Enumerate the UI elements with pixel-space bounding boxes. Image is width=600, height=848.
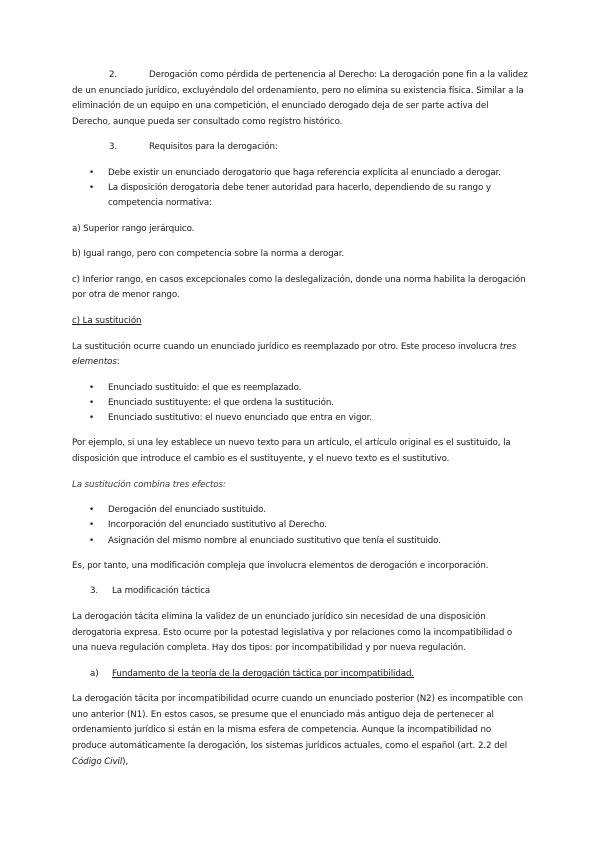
fundamento-title: Fundamento de la teoría de la derogación táctica por incompatibilidad. <box>112 668 415 679</box>
incompatibilidad-paragraph: La derogación tácita por incompatibilidad ocurre cuando un enunciado posterior (N2) es incompatible con uno anterior (N1). En estos casos, se presume que el enunciado más antiguo deja de pertenecer al ordenamiento jurídico si están en la misma esfera de competencia. Aunque la incompatibilidad no produce automáticamente la derogación, los sistemas jurídicos actuales, como el español (art. 2.2 del Código Civil), <box>72 694 524 767</box>
section-2-number: 2. <box>109 70 118 80</box>
list-item: • Asignación del mismo nombre al enunciado sustitutivo que tenía el sustituido. <box>72 534 528 549</box>
section-3-title: Requisitos para la derogación: <box>149 142 278 153</box>
rango-c: c) Inferior rango, en casos excepcionales como la deslegalización, donde una norma habilita la derogación por otra de menor rango. <box>72 274 526 301</box>
modificacion-tactica-heading <box>72 584 528 600</box>
sustitucion-example: Por ejemplo, si una ley establece un nuevo texto para un artículo, el artículo original es el sustituido, la disposición que introduce el cambio es el sustituyente, y el nuevo texto es el sustitutivo. <box>72 438 511 464</box>
list-item: • Derogación del enunciado sustituido. <box>72 503 528 518</box>
tactica-paragraph: La derogación tácita elimina la validez de un enunciado jurídico sin necesidad de una disposición derogatoria expresa. Esto ocurre por la potestad legislativa y por relaciones como la incompatibilidad o una nueva regulación completa. Hay dos tipos: por incompatibilidad y por nueva regulación. <box>72 611 513 654</box>
elementos-list <box>72 381 528 427</box>
section-3-heading <box>72 140 528 156</box>
section-2-title: Derogación como pérdida de pertenencia al Derecho <box>149 70 375 80</box>
list-item: • Enunciado sustitutivo: el nuevo enunciado que entra en vigor. <box>72 411 528 426</box>
fundamento-number: a) <box>90 668 99 679</box>
requisitos-list <box>72 166 528 212</box>
sustitucion-heading: c) La sustitución <box>72 315 142 326</box>
tactica-title: La modificación táctica <box>112 586 211 597</box>
efectos-heading: La sustitución combina tres efectos: <box>72 479 226 490</box>
efectos-list <box>72 503 528 549</box>
list-item: • Enunciado sustituyente: el que ordena la sustitución. <box>72 396 528 411</box>
list-item: • Incorporación del enunciado sustitutivo al Derecho. <box>72 518 528 533</box>
section-2-text: : La derogación pone fin a la validez de un enunciado jurídico, excluyéndolo del ordenamiento, pero no elimina su existencia física. Similar a la eliminación de un equipo en una competición, el enunciado derogado deja de ser parte activa del Derecho, aunque pueda ser consultado como registro histórico. <box>72 70 528 127</box>
codigo-civil-emphasis: Código Civil <box>72 756 123 767</box>
rango-a: a) Superior rango jerárquico. <box>72 223 195 234</box>
section-3-number: 3. <box>109 142 118 153</box>
sustitucion-conclusion: Es, por tanto, una modificación compleja que involucra elementos de derogación e incorporación. <box>72 560 489 571</box>
list-item: • La disposición derogatoria debe tener autoridad para hacerlo, dependiendo de su rango y competencia normativa: <box>72 181 528 211</box>
tres-elementos-emphasis: tres elementos <box>72 341 517 368</box>
fundamento-heading <box>72 667 528 683</box>
section-2-paragraph <box>72 68 528 130</box>
list-item: • Debe existir un enunciado derogatorio que haga referencia explícita al enunciado a derogar. <box>72 166 528 181</box>
rango-b: b) Igual rango, pero con competencia sobre la norma a derogar. <box>72 249 345 260</box>
list-item: • Enunciado sustituido: el que es reemplazado. <box>72 381 528 396</box>
tactica-number: 3. <box>90 586 99 597</box>
sustitucion-intro: La sustitución ocurre cuando un enunciado jurídico es reemplazado por otro. Este proceso involucra tres elementos: <box>72 341 517 368</box>
